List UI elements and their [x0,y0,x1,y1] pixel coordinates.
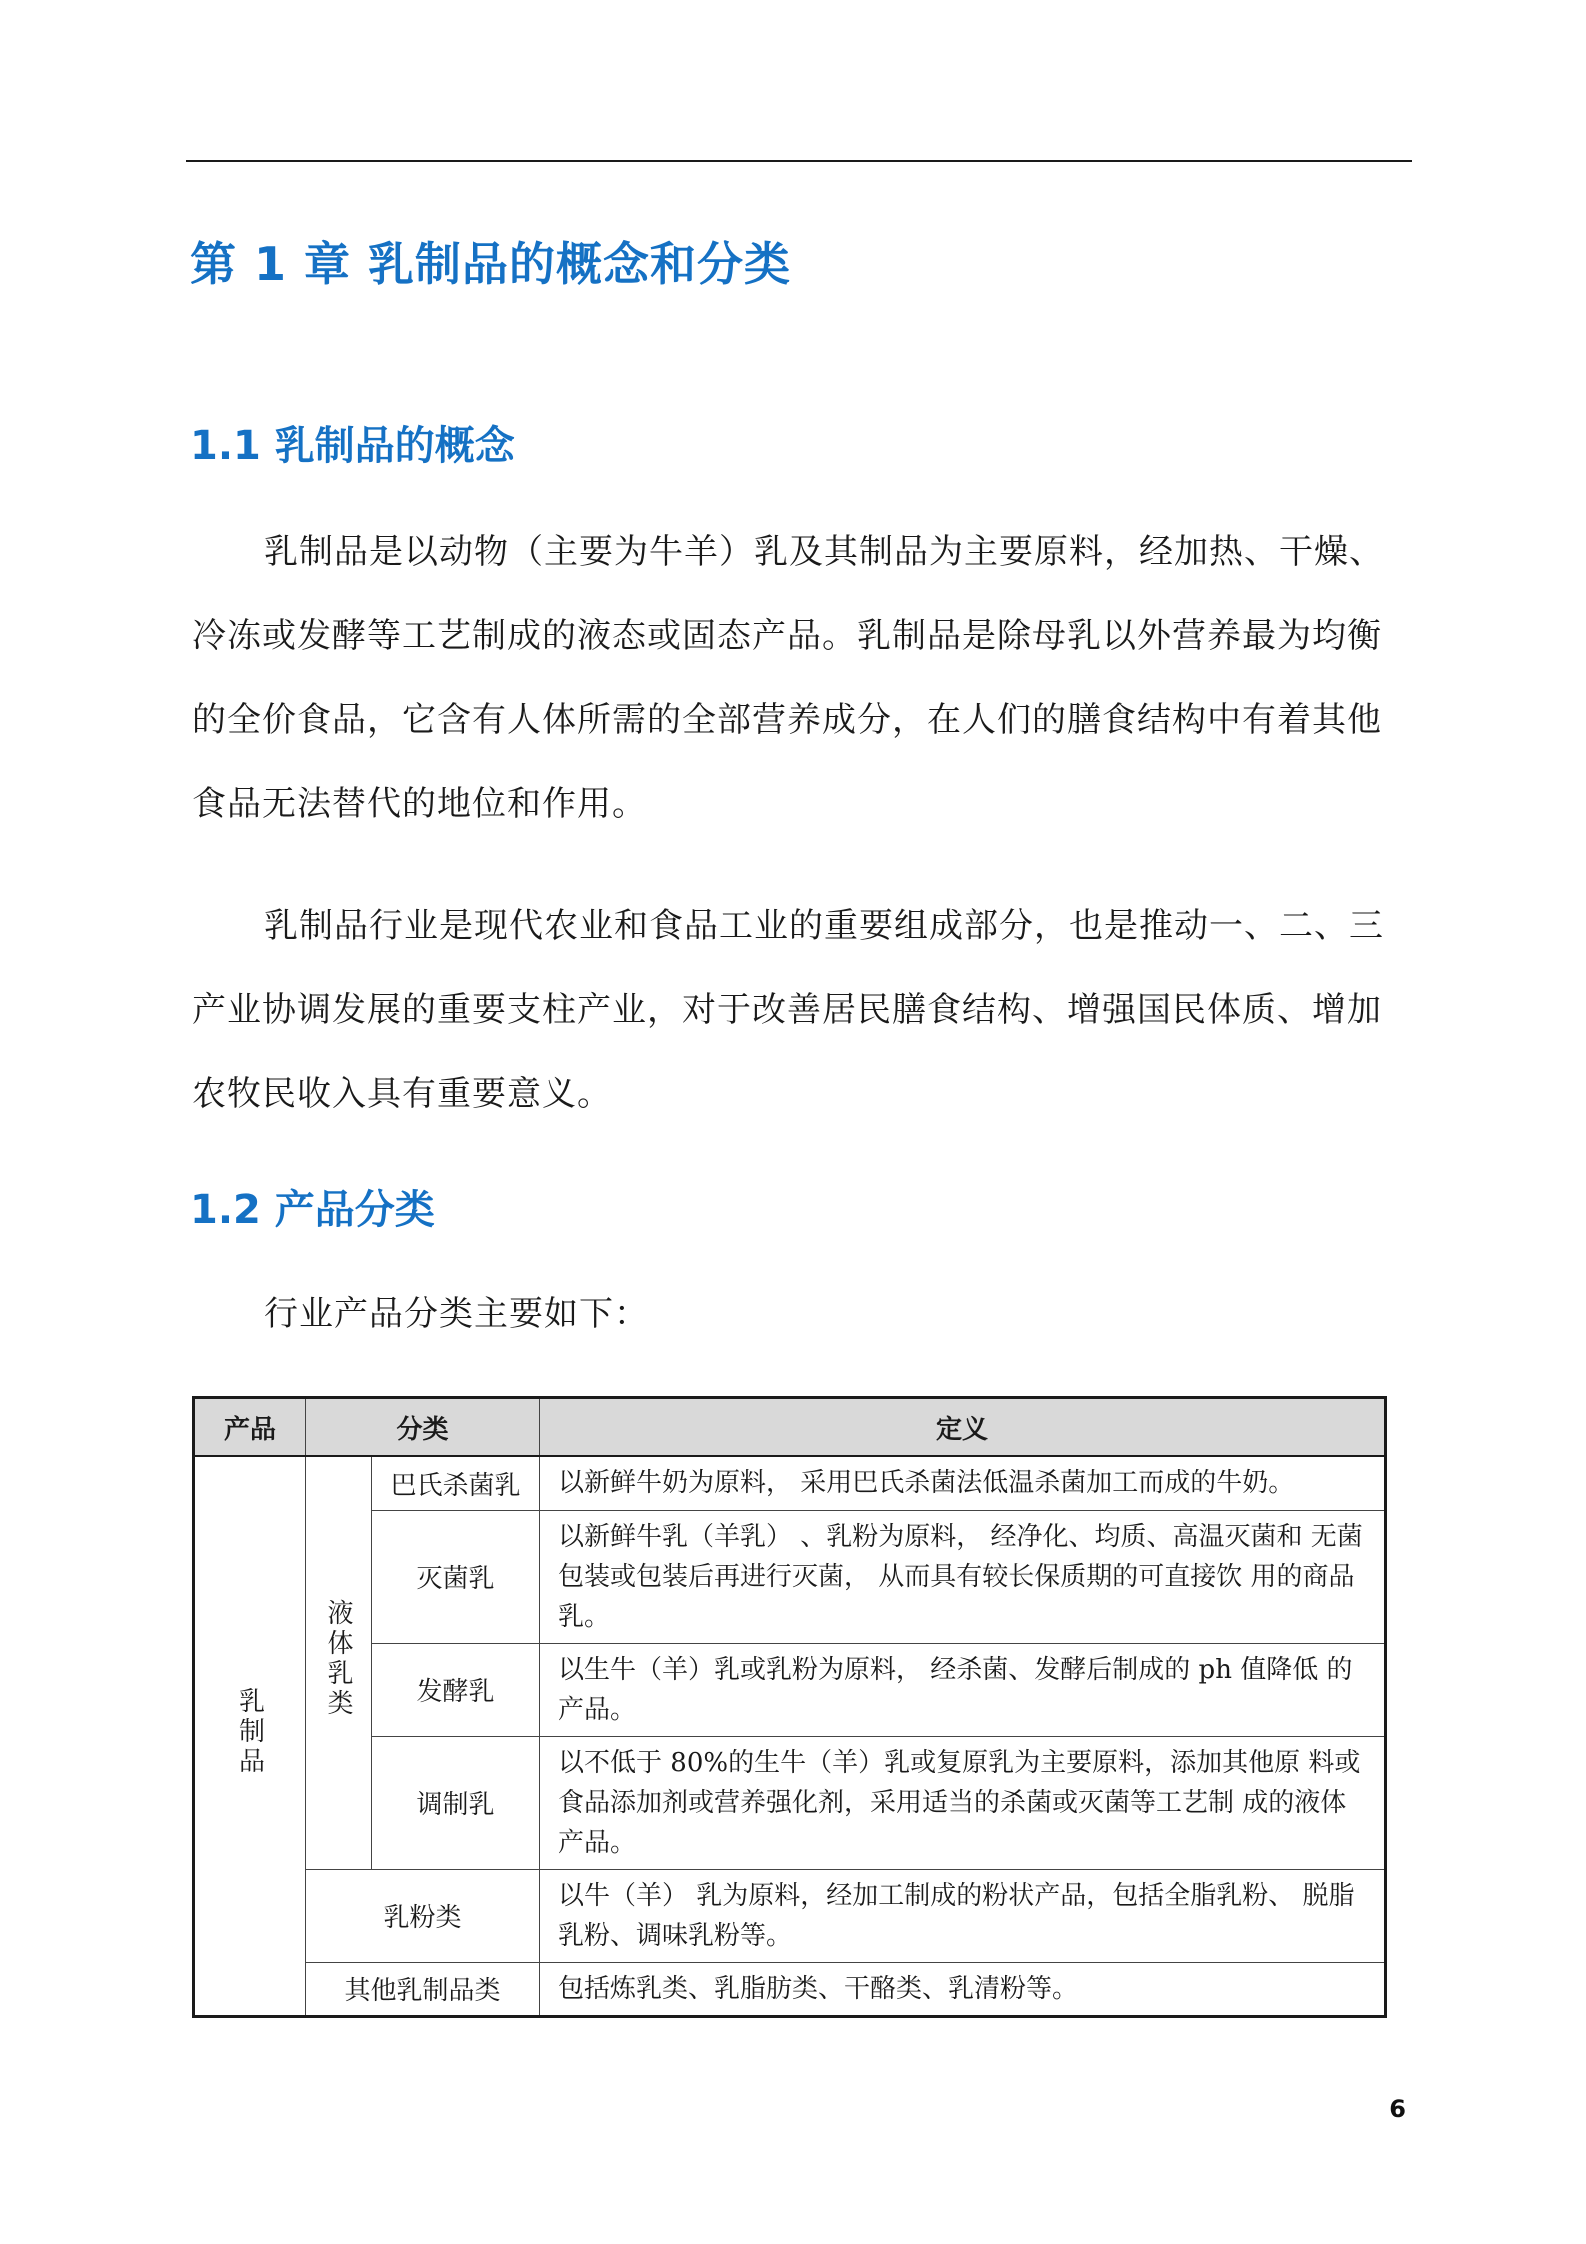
product-cell [194,1456,306,2016]
category-name: 发酵乳 [372,1643,540,1736]
header-product: 产品 [194,1398,306,1457]
table-row [194,1869,1386,1962]
category-name: 调制乳 [372,1736,540,1869]
category-name: 乳粉类 [306,1869,540,1962]
category-definition: 以新鲜牛乳（羊乳） 、乳粉为原料， 经净化、均质、高温灭菌和 无菌包装或包装后再进行灭菌， 从而具有较长保质期的可直接饮 用的商品乳。 [540,1510,1386,1643]
table-row [194,1643,1386,1736]
table-row [194,1456,1386,1510]
category-name: 灭菌乳 [372,1510,540,1643]
category-definition: 以新鲜牛奶为原料， 采用巴氏杀菌法低温杀菌加工而成的牛奶。 [540,1456,1386,1510]
category-definition: 以生牛（羊）乳或乳粉为原料， 经杀菌、发酵后制成的 ph 值降低 的产品。 [540,1643,1386,1736]
category-definition: 包括炼乳类、乳脂肪类、干酪类、乳清粉等。 [540,1962,1386,2016]
paragraph-dairy-industry: 乳制品行业是现代农业和食品工业的重要组成部分，也是推动一、二、三产业协调发展的重要支柱产业，对于改善居民膳食结构、增强国民体质、增加农牧民收入具有重要意义。 [192,906,1384,1114]
header-definition: 定义 [540,1398,1386,1457]
product-classification-table [192,1396,1387,2018]
section-heading-1-2: 1.2 产品分类 [190,1187,435,1233]
table-row [194,1962,1386,2016]
paragraph-dairy-concept: 乳制品是以动物（主要为牛羊）乳及其制品为主要原料，经加热、干燥、冷冻或发酵等工艺制成的液态或固态产品。乳制品是除母乳以外营养最为均衡的全价食品，它含有人体所需的全部营养成分，在人们的膳食结构中有着其他食品无法替代的地位和作用。 [192,532,1384,824]
chapter-title: 第 1 章 乳制品的概念和分类 [190,237,792,291]
paragraph-classification-intro: 行业产品分类主要如下： [264,1294,649,1334]
table-header-row [194,1398,1386,1457]
liquid-group-cell [306,1456,372,1869]
page-number: 6 [1389,2095,1406,2123]
category-definition: 以不低于 80%的生牛（羊）乳或复原乳为主要原料，添加其他原 料或食品添加剂或营养强化剂，采用适当的杀菌或灭菌等工艺制 成的液体产品。 [540,1736,1386,1869]
category-name: 巴氏杀菌乳 [372,1456,540,1510]
category-definition: 以牛（羊） 乳为原料，经加工制成的粉状产品，包括全脂乳粉、 脱脂乳粉、调味乳粉等。 [540,1869,1386,1962]
section-heading-1-1: 1.1 乳制品的概念 [190,423,515,469]
liquid-group-label: 液体乳类 [323,1599,353,1720]
table-row [194,1736,1386,1869]
product-label: 乳制品 [234,1687,265,1778]
table-row [194,1510,1386,1643]
header-rule [186,160,1412,162]
header-category: 分类 [306,1398,540,1457]
category-name: 其他乳制品类 [306,1962,540,2016]
